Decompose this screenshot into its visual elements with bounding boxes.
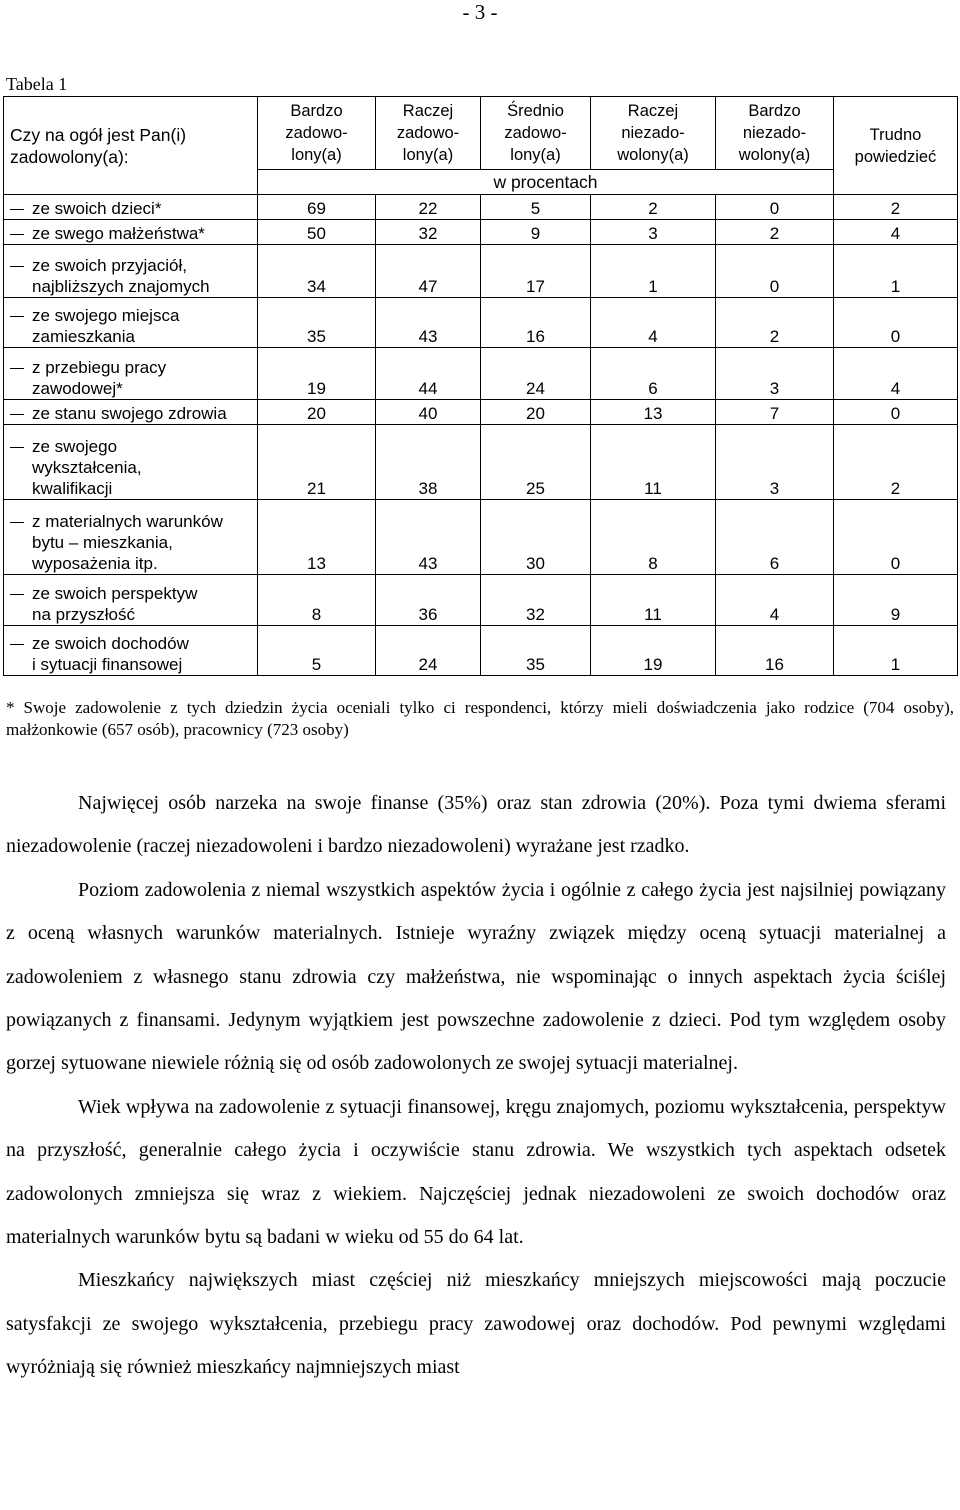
row-label-line: ze swojego miejsca xyxy=(8,305,257,326)
value-cell: 13 xyxy=(258,500,376,575)
value-cell: 4 xyxy=(716,575,834,626)
column-header-line: Bardzo xyxy=(290,102,343,120)
row-label xyxy=(4,220,258,245)
value-cell: 43 xyxy=(376,298,481,348)
value-cell: 5 xyxy=(481,195,591,220)
row-label-line: z materialnych warunków xyxy=(8,511,257,532)
value-cell: 32 xyxy=(481,575,591,626)
body-text xyxy=(6,782,946,1390)
page-number: - 3 - xyxy=(462,0,498,24)
value-cell: 20 xyxy=(258,400,376,425)
value-cell: 19 xyxy=(591,626,716,676)
table-row xyxy=(4,626,958,676)
row-label xyxy=(4,298,258,348)
row-label xyxy=(4,575,258,626)
value-cell: 38 xyxy=(376,425,481,500)
paragraph: Mieszkańcy największych miast częściej niż mieszkańcy mniejszych miejscowości mają poczucie satysfakcji ze swojego wykształcenia, przebiegu pracy zawodowej oraz dochodów. Pod pewnymi względami wyróżniają się również mieszkańcy najmniejszych miast xyxy=(6,1269,946,1379)
column-header-line: Trudno xyxy=(869,125,922,144)
value-cell: 17 xyxy=(481,245,591,298)
value-cell: 25 xyxy=(481,425,591,500)
paragraph: Wiek wpływa na zadowolenie z sytuacji finansowej, kręgu znajomych, poziomu wykształcenia, perspektyw na przyszłość, generalnie całego życia i oczywiście stanu zdrowia. We wszystkich tych aspektach odsetek zadowolonych zmniejsza się wraz z wiekiem. Najczęściej jednak niezadowoleni ze swoich dochodów oraz materialnych warunków bytu są badani w wieku od 55 do 64 lat. xyxy=(6,1095,946,1249)
column-header-line: lony(a) xyxy=(402,146,454,164)
paragraph: Poziom zadowolenia z niemal wszystkich aspektów życia i ogólnie z całego życia jest najsilniej powiązany z oceną własnych warunków materialnych. Istnieje wyraźny związek między oceną sytuacji materialnej a zadowoleniem z własnego stanu zdrowia czy małżeństwa, nie wspominając o innych aspektach życia ściślej powiązanych z finansami. Jedynym wyjątkiem jest powszechne zadowolenie z dzieci. Pod tym względem osoby gorzej sytuowane niewiele różnią się od osób zadowolonych ze swojej sytuacji materialnej. xyxy=(6,878,946,1075)
value-cell: 5 xyxy=(258,626,376,676)
value-cell: 7 xyxy=(716,400,834,425)
row-label-line: wyposażenia itp. xyxy=(32,554,158,573)
row-label-line: ze swoich dochodów xyxy=(8,633,257,654)
value-cell: 9 xyxy=(834,575,958,626)
table-footnote: * Swoje zadowolenie z tych dziedzin życia oceniali tylko ci respondenci, którzy mieli doświadczenia jako rodzice (704 osoby), małżonkowie (657 osób), pracownicy (723 osoby) xyxy=(6,698,954,739)
column-header-line: powiedzieć xyxy=(854,147,937,166)
value-cell: 4 xyxy=(591,298,716,348)
row-label xyxy=(4,500,258,575)
row-label-line: wykształcenia, xyxy=(32,458,142,477)
column-header-line: Średnio xyxy=(507,102,564,120)
unit-label: w procentach xyxy=(258,170,834,195)
table-row xyxy=(4,575,958,626)
value-cell: 43 xyxy=(376,500,481,575)
column-header-line: wolony(a) xyxy=(738,146,811,164)
row-label-line: najbliższych znajomych xyxy=(32,277,210,296)
value-cell: 4 xyxy=(834,220,958,245)
value-cell: 40 xyxy=(376,400,481,425)
column-header-line: zadowo- xyxy=(396,124,460,142)
table-caption: Tabela 1 xyxy=(6,74,68,94)
column-header-moderately-satisfied xyxy=(481,97,591,170)
column-header-line: Raczej xyxy=(627,102,679,120)
value-cell: 36 xyxy=(376,575,481,626)
row-label xyxy=(4,348,258,400)
row-label-line: zamieszkania xyxy=(32,327,135,346)
value-cell: 9 xyxy=(481,220,591,245)
value-cell: 2 xyxy=(834,425,958,500)
value-cell: 0 xyxy=(716,245,834,298)
value-cell: 6 xyxy=(591,348,716,400)
column-header-hard-to-say xyxy=(834,97,958,195)
column-header-line: lony(a) xyxy=(510,146,561,164)
row-label-line: ze swojego xyxy=(8,436,257,457)
column-header-rather-dissatisfied xyxy=(591,97,716,170)
column-header-rather-satisfied xyxy=(376,97,481,170)
table-row xyxy=(4,220,958,245)
table-row xyxy=(4,400,958,425)
column-header-line: Raczej xyxy=(402,102,454,120)
column-header-very-satisfied xyxy=(258,97,376,170)
value-cell: 16 xyxy=(481,298,591,348)
row-label-line: kwalifikacji xyxy=(32,479,113,498)
value-cell: 35 xyxy=(481,626,591,676)
value-cell: 2 xyxy=(591,195,716,220)
value-cell: 13 xyxy=(591,400,716,425)
value-cell: 1 xyxy=(591,245,716,298)
value-cell: 3 xyxy=(591,220,716,245)
value-cell: 2 xyxy=(716,298,834,348)
value-cell: 20 xyxy=(481,400,591,425)
value-cell: 0 xyxy=(716,195,834,220)
value-cell: 21 xyxy=(258,425,376,500)
value-cell: 50 xyxy=(258,220,376,245)
value-cell: 8 xyxy=(258,575,376,626)
value-cell: 1 xyxy=(834,626,958,676)
value-cell: 11 xyxy=(591,575,716,626)
paragraph: Najwięcej osób narzeka na swoje finanse (35%) oraz stan zdrowia (20%). Poza tymi dwiema sferami niezadowolenie (raczej niezadowoleni i bardzo niezadowoleni) wyrażane jest rzadko. xyxy=(6,792,946,858)
row-label xyxy=(4,626,258,676)
column-header-line: lony(a) xyxy=(291,146,342,164)
value-cell: 3 xyxy=(716,425,834,500)
value-cell: 22 xyxy=(376,195,481,220)
value-cell: 69 xyxy=(258,195,376,220)
satisfaction-table xyxy=(3,96,958,676)
column-header-line: zadowo- xyxy=(285,124,348,142)
table-row xyxy=(4,245,958,298)
column-header-line: niezado- xyxy=(742,124,807,142)
value-cell: 1 xyxy=(834,245,958,298)
column-header-line: wolony(a) xyxy=(617,146,689,164)
value-cell: 8 xyxy=(591,500,716,575)
table-row xyxy=(4,348,958,400)
question-header: Czy na ogół jest Pan(i) zadowolony(a): xyxy=(4,97,258,195)
row-label-line: ze stanu swojego zdrowia xyxy=(8,403,257,424)
row-label-line: ze swego małżeństwa* xyxy=(8,223,257,244)
row-label xyxy=(4,400,258,425)
value-cell: 24 xyxy=(481,348,591,400)
value-cell: 11 xyxy=(591,425,716,500)
column-header-line: Bardzo xyxy=(748,102,801,120)
row-label-line: ze swoich przyjaciół, xyxy=(8,255,257,276)
value-cell: 24 xyxy=(376,626,481,676)
value-cell: 34 xyxy=(258,245,376,298)
value-cell: 2 xyxy=(716,220,834,245)
row-label-line: na przyszłość xyxy=(32,605,135,624)
row-label-line: i sytuacji finansowej xyxy=(32,655,183,674)
row-label-line: zawodowej* xyxy=(32,379,123,398)
row-label xyxy=(4,245,258,298)
value-cell: 6 xyxy=(716,500,834,575)
value-cell: 47 xyxy=(376,245,481,298)
table-row xyxy=(4,298,958,348)
value-cell: 0 xyxy=(834,400,958,425)
table-row xyxy=(4,500,958,575)
value-cell: 3 xyxy=(716,348,834,400)
table-row xyxy=(4,425,958,500)
value-cell: 32 xyxy=(376,220,481,245)
value-cell: 16 xyxy=(716,626,834,676)
row-label xyxy=(4,195,258,220)
value-cell: 44 xyxy=(376,348,481,400)
value-cell: 30 xyxy=(481,500,591,575)
value-cell: 0 xyxy=(834,298,958,348)
value-cell: 35 xyxy=(258,298,376,348)
column-header-line: zadowo- xyxy=(504,124,567,142)
table-row xyxy=(4,195,958,220)
value-cell: 0 xyxy=(834,500,958,575)
value-cell: 4 xyxy=(834,348,958,400)
column-header-line: niezado- xyxy=(621,124,685,142)
row-label xyxy=(4,425,258,500)
row-label-line: ze swoich perspektyw xyxy=(8,583,257,604)
row-label-line: bytu – mieszkania, xyxy=(32,533,173,552)
row-label-line: z przebiegu pracy xyxy=(8,357,257,378)
value-cell: 19 xyxy=(258,348,376,400)
row-label-line: ze swoich dzieci* xyxy=(8,198,257,219)
column-header-very-dissatisfied xyxy=(716,97,834,170)
value-cell: 2 xyxy=(834,195,958,220)
